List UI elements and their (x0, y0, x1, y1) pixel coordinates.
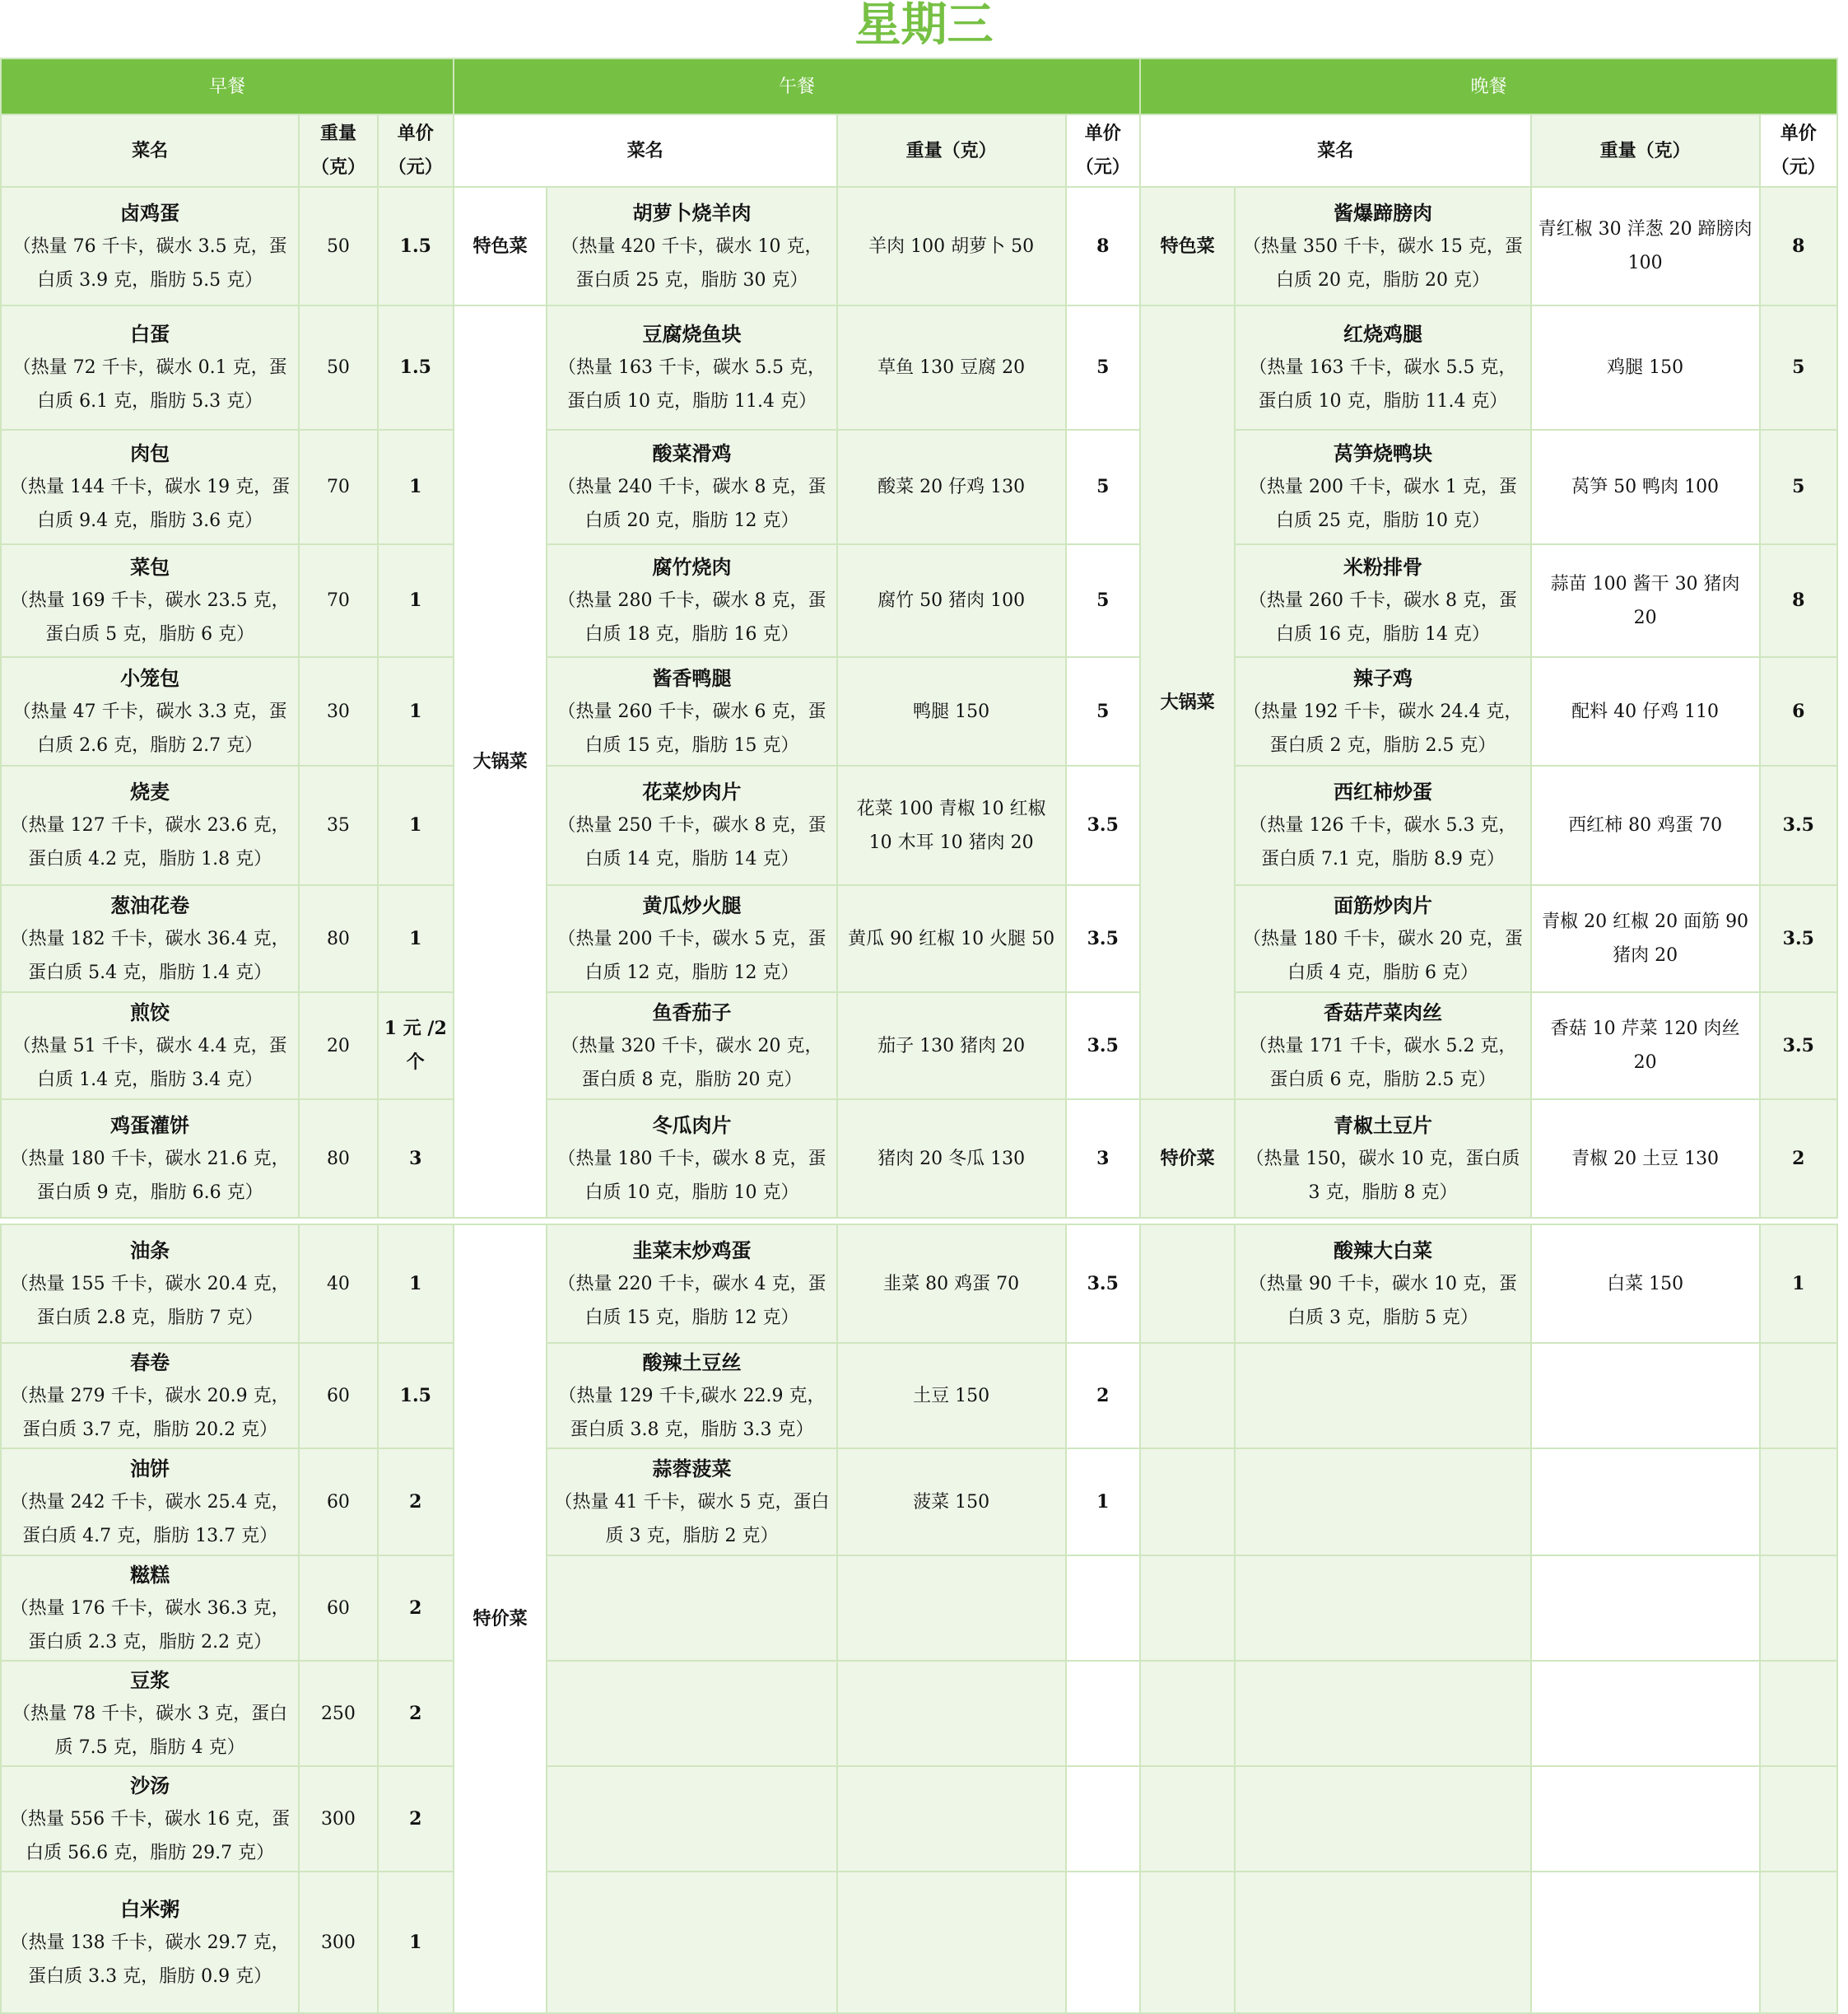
breakfast-weight: 20 (299, 992, 377, 1099)
section-divider (1, 1218, 1837, 1224)
dish-nutrition: （热量 350 千卡，碳水 15 克，蛋白质 20 克，脂肪 20 克） (1242, 235, 1523, 291)
lunch-dish (547, 1224, 836, 1343)
dish-name: 糍糕 (130, 1562, 170, 1587)
col-price: 单价（元） (1760, 114, 1837, 187)
dish-nutrition: （热量 180 千卡，碳水 8 克，蛋白质 10 克，脂肪 10 克） (557, 1148, 826, 1203)
dish-name: 面筋炒肉片 (1333, 893, 1432, 917)
breakfast-weight: 60 (299, 1448, 377, 1555)
empty-cell (837, 1872, 1066, 2013)
col-name: 菜名 (1, 114, 299, 187)
breakfast-weight: 50 (299, 305, 377, 430)
lunch-price: 5 (1066, 544, 1140, 657)
empty-cell (547, 1555, 836, 1661)
table-row (1, 885, 1837, 992)
breakfast-weight: 80 (299, 1099, 377, 1218)
dish-nutrition: （热量 78 千卡，碳水 3 克，蛋白质 7.5 克，脂肪 4 克） (12, 1703, 288, 1758)
dinner-weight: 鸡腿 150 (1531, 305, 1760, 430)
dish-nutrition: （热量 163 千卡，碳水 5.5 克，蛋白质 10 克，脂肪 11.4 克） (1249, 357, 1517, 412)
dish-name: 油条 (130, 1238, 170, 1262)
dinner-price: 5 (1760, 305, 1837, 430)
empty-cell (1760, 1343, 1837, 1448)
dish-nutrition: （热量 556 千卡，碳水 16 克，蛋白质 56.6 克，脂肪 29.7 克） (10, 1808, 291, 1863)
lunch-weight: 花菜 100 青椒 10 红椒 10 木耳 10 猪肉 20 (837, 766, 1066, 885)
dish-name: 菜包 (130, 555, 170, 579)
dish-name: 酱香鸭腿 (652, 665, 732, 690)
lunch-price: 1 (1066, 1448, 1140, 1555)
breakfast-weight: 60 (299, 1555, 377, 1661)
dinner-dish (1235, 657, 1530, 766)
lunch-price: 3.5 (1066, 766, 1140, 885)
dinner-price: 8 (1760, 187, 1837, 305)
dish-nutrition: （热量 169 千卡，碳水 23.5 克，蛋白质 5 克，脂肪 6 克） (10, 590, 290, 645)
lunch-price: 3.5 (1066, 992, 1140, 1099)
lunch-price: 3.5 (1066, 1224, 1140, 1343)
lunch-weight: 草鱼 130 豆腐 20 (837, 305, 1066, 430)
dish-nutrition: （热量 127 千卡，碳水 23.6 克，蛋白质 4.2 克，脂肪 1.8 克） (10, 815, 290, 869)
dish-name: 烧麦 (130, 780, 170, 804)
empty-cell (1140, 1224, 1235, 1343)
lunch-dish (547, 1343, 836, 1448)
breakfast-dish (1, 1555, 299, 1661)
dinner-dish (1235, 305, 1530, 430)
breakfast-price: 2 (378, 1766, 454, 1872)
dish-name: 卤鸡蛋 (120, 200, 180, 225)
lunch-price: 3.5 (1066, 885, 1140, 992)
dish-name: 红烧鸡腿 (1343, 322, 1422, 346)
empty-cell (1140, 1343, 1235, 1448)
dinner-weight: 西红柿 80 鸡蛋 70 (1531, 766, 1760, 885)
breakfast-weight: 40 (299, 1224, 377, 1343)
lunch-price: 5 (1066, 657, 1140, 766)
dinner-price: 2 (1760, 1099, 1837, 1218)
dinner-weight: 莴笋 50 鸭肉 100 (1531, 430, 1760, 544)
empty-cell (1531, 1661, 1760, 1766)
dish-nutrition: （热量 192 千卡，碳水 24.4 克，蛋白质 2 克，脂肪 2.5 克） (1243, 701, 1523, 756)
dish-nutrition: （热量 180 千卡，碳水 20 克，蛋白质 4 克，脂肪 6 克） (1242, 928, 1523, 983)
breakfast-dish (1, 885, 299, 992)
dish-name: 煎饺 (130, 1000, 170, 1024)
empty-cell (1066, 1872, 1140, 2013)
dish-nutrition: （热量 129 千卡,碳水 22.9 克，蛋白质 3.8 克，脂肪 3.3 克） (558, 1385, 826, 1440)
lunch-dish (547, 992, 836, 1099)
empty-cell (1140, 1555, 1235, 1661)
dish-nutrition: （热量 200 千卡，碳水 1 克，蛋白质 25 克，脂肪 10 克） (1248, 477, 1517, 531)
lunch-dish (547, 305, 836, 430)
lunch-category-special: 特色菜 (454, 187, 547, 305)
table-row (1, 766, 1837, 885)
dish-name: 酸辣土豆丝 (642, 1350, 742, 1374)
dish-nutrition: （热量 320 千卡，碳水 20 克，蛋白质 8 克，脂肪 20 克） (561, 1035, 823, 1090)
dish-nutrition: （热量 171 千卡，碳水 5.2 克，蛋白质 6 克，脂肪 2.5 克） (1249, 1035, 1517, 1090)
breakfast-dish (1, 1872, 299, 2013)
table-row (1, 1661, 1837, 1766)
empty-cell (837, 1555, 1066, 1661)
breakfast-price: 1 (378, 1224, 454, 1343)
table-row (1, 1872, 1837, 2013)
table-row (1, 657, 1837, 766)
dinner-weight: 青椒 20 土豆 130 (1531, 1099, 1760, 1218)
dish-name: 油饼 (130, 1456, 170, 1480)
dish-nutrition: （热量 242 千卡，碳水 25.4 克，蛋白质 4.7 克，脂肪 13.7 克） (10, 1491, 290, 1546)
breakfast-weight: 60 (299, 1343, 377, 1448)
empty-cell (837, 1766, 1066, 1872)
dish-name: 酸菜滑鸡 (652, 441, 732, 465)
dinner-dish (1235, 885, 1530, 992)
dish-nutrition: （热量 200 千卡，碳水 5 克，蛋白质 12 克，脂肪 12 克） (557, 928, 826, 983)
lunch-price: 5 (1066, 305, 1140, 430)
lunch-dish (547, 544, 836, 657)
lunch-dish (547, 1448, 836, 1555)
breakfast-weight: 30 (299, 657, 377, 766)
breakfast-weight: 300 (299, 1872, 377, 2013)
table-row (1, 1766, 1837, 1872)
dish-name: 黄瓜炒火腿 (642, 893, 742, 917)
empty-cell (837, 1661, 1066, 1766)
dish-nutrition: （热量 240 千卡，碳水 8 克，蛋白质 20 克，脂肪 12 克） (557, 477, 826, 531)
empty-cell (1140, 1448, 1235, 1555)
breakfast-price: 1.5 (378, 187, 454, 305)
dinner-dish (1235, 1224, 1530, 1343)
breakfast-price: 3 (378, 1099, 454, 1218)
dish-name: 白蛋 (130, 322, 170, 346)
lunch-price: 3 (1066, 1099, 1140, 1218)
dinner-weight: 白菜 150 (1531, 1224, 1760, 1343)
empty-cell (1760, 1766, 1837, 1872)
lunch-weight: 羊肉 100 胡萝卜 50 (837, 187, 1066, 305)
lunch-weight: 茄子 130 猪肉 20 (837, 992, 1066, 1099)
dish-nutrition: （热量 150，碳水 10 克，蛋白质 3 克，脂肪 8 克） (1245, 1148, 1520, 1203)
breakfast-price: 1 元 /2 个 (378, 992, 454, 1099)
dinner-price: 3.5 (1760, 766, 1837, 885)
dinner-price: 6 (1760, 657, 1837, 766)
dinner-weight: 青椒 20 红椒 20 面筋 90 猪肉 20 (1531, 885, 1760, 992)
empty-cell (1140, 1872, 1235, 2013)
table-row (1, 544, 1837, 657)
breakfast-weight: 35 (299, 766, 377, 885)
col-weight: 重量（克） (299, 114, 377, 187)
dish-nutrition: （热量 163 千卡，碳水 5.5 克，蛋白质 10 克，脂肪 11.4 克） (558, 357, 826, 412)
dinner-weight: 配料 40 仔鸡 110 (1531, 657, 1760, 766)
menu-table (0, 58, 1838, 2014)
breakfast-price: 1.5 (378, 305, 454, 430)
breakfast-dish (1, 992, 299, 1099)
dinner-dish (1235, 766, 1530, 885)
lunch-dish (547, 657, 836, 766)
breakfast-dish (1, 657, 299, 766)
dinner-price: 1 (1760, 1224, 1837, 1343)
lunch-price: 8 (1066, 187, 1140, 305)
empty-cell (1531, 1872, 1760, 2013)
table-row (1, 1224, 1837, 1343)
dinner-dish (1235, 187, 1530, 305)
empty-cell (1760, 1555, 1837, 1661)
breakfast-price: 1 (378, 885, 454, 992)
breakfast-dish (1, 1661, 299, 1766)
empty-cell (1531, 1448, 1760, 1555)
dish-name: 辣子鸡 (1352, 665, 1413, 690)
dish-name: 西红柿炒蛋 (1333, 780, 1432, 804)
empty-cell (1235, 1661, 1530, 1766)
breakfast-dish (1, 305, 299, 430)
dinner-dish (1235, 1099, 1530, 1218)
dish-name: 鱼香茄子 (652, 1000, 732, 1024)
table-row (1, 1555, 1837, 1661)
dish-name: 香菇芹菜肉丝 (1323, 1000, 1442, 1024)
dish-nutrition: （热量 182 千卡，碳水 36.4 克，蛋白质 5.4 克，脂肪 1.4 克） (10, 928, 290, 983)
breakfast-dish (1, 430, 299, 544)
breakfast-weight: 250 (299, 1661, 377, 1766)
empty-cell (1140, 1661, 1235, 1766)
col-name: 菜名 (1140, 114, 1531, 187)
table-row (1, 1099, 1837, 1218)
lunch-weight: 菠菜 150 (837, 1448, 1066, 1555)
empty-cell (1760, 1872, 1837, 2013)
dish-name: 韭菜末炒鸡蛋 (632, 1238, 752, 1262)
dish-nutrition: （热量 280 千卡，碳水 8 克，蛋白质 18 克，脂肪 16 克） (557, 590, 826, 645)
table-row (1, 430, 1837, 544)
breakfast-price: 2 (378, 1555, 454, 1661)
dish-name: 小笼包 (120, 665, 180, 690)
lunch-dish (547, 430, 836, 544)
breakfast-weight: 300 (299, 1766, 377, 1872)
breakfast-dish (1, 766, 299, 885)
empty-cell (1235, 1766, 1530, 1872)
breakfast-header: 早餐 (1, 58, 454, 114)
dish-nutrition: （热量 138 千卡，碳水 29.7 克，蛋白质 3.3 克，脂肪 0.9 克） (10, 1932, 290, 1987)
dish-nutrition: （热量 420 千卡，碳水 10 克，蛋白质 25 克，脂肪 30 克） (561, 235, 823, 291)
breakfast-price: 2 (378, 1661, 454, 1766)
lunch-price: 5 (1066, 430, 1140, 544)
breakfast-price: 1 (378, 430, 454, 544)
breakfast-price: 1 (378, 544, 454, 657)
lunch-weight: 韭菜 80 鸡蛋 70 (837, 1224, 1066, 1343)
col-weight: 重量（克） (837, 114, 1066, 187)
dish-name: 豆腐烧鱼块 (642, 322, 742, 346)
col-weight: 重量（克） (1531, 114, 1760, 187)
dinner-header: 晚餐 (1140, 58, 1837, 114)
col-price: 单价（元） (378, 114, 454, 187)
empty-cell (1235, 1555, 1530, 1661)
dinner-category-special: 特色菜 (1140, 187, 1235, 305)
empty-cell (1760, 1661, 1837, 1766)
breakfast-dish (1, 1766, 299, 1872)
dish-nutrition: （热量 144 千卡，碳水 19 克，蛋白质 9.4 克，脂肪 3.6 克） (10, 477, 291, 531)
table-row (1, 1448, 1837, 1555)
dinner-dish (1235, 430, 1530, 544)
dish-name: 肉包 (130, 441, 170, 465)
table-row (1, 305, 1837, 430)
breakfast-price: 2 (378, 1448, 454, 1555)
dish-nutrition: （热量 72 千卡，碳水 0.1 克，蛋白质 6.1 克，脂肪 5.3 克） (12, 357, 287, 412)
lunch-weight: 猪肉 20 冬瓜 130 (837, 1099, 1066, 1218)
breakfast-dish (1, 187, 299, 305)
dish-name: 蒜蓉菠菜 (652, 1456, 732, 1480)
dish-nutrition: （热量 47 千卡，碳水 3.3 克，蛋白质 2.6 克，脂肪 2.7 克） (12, 701, 287, 756)
empty-cell (547, 1872, 836, 2013)
breakfast-weight: 70 (299, 544, 377, 657)
dinner-price: 5 (1760, 430, 1837, 544)
dish-name: 胡萝卜烧羊肉 (632, 200, 752, 225)
lunch-weight: 鸭腿 150 (837, 657, 1066, 766)
lunch-weight: 黄瓜 90 红椒 10 火腿 50 (837, 885, 1066, 992)
breakfast-weight: 80 (299, 885, 377, 992)
dinner-weight: 青红椒 30 洋葱 20 蹄膀肉 100 (1531, 187, 1760, 305)
breakfast-price: 1.5 (378, 1343, 454, 1448)
breakfast-dish (1, 544, 299, 657)
empty-cell (547, 1661, 836, 1766)
dish-name: 冬瓜肉片 (652, 1112, 732, 1137)
empty-cell (1066, 1661, 1140, 1766)
dish-nutrition: （热量 250 千卡，碳水 8 克，蛋白质 14 克，脂肪 14 克） (557, 815, 826, 869)
dinner-dish (1235, 544, 1530, 657)
breakfast-weight: 50 (299, 187, 377, 305)
dish-name: 腐竹烧肉 (652, 555, 732, 579)
empty-cell (1235, 1448, 1530, 1555)
dish-name: 豆浆 (130, 1667, 170, 1692)
table-row (1, 1343, 1837, 1448)
empty-cell (1531, 1766, 1760, 1872)
breakfast-dish (1, 1224, 299, 1343)
lunch-category-pot: 大锅菜 (454, 305, 547, 1218)
breakfast-weight: 70 (299, 430, 377, 544)
empty-cell (547, 1766, 836, 1872)
dish-name: 莴笋烧鸭块 (1333, 441, 1432, 465)
dish-nutrition: （热量 90 千卡，碳水 10 克，蛋白质 3 克，脂肪 5 克） (1248, 1273, 1517, 1328)
empty-cell (1760, 1448, 1837, 1555)
dish-nutrition: （热量 260 千卡，碳水 6 克，蛋白质 15 克，脂肪 15 克） (557, 701, 826, 756)
dinner-weight: 蒜苗 100 酱干 30 猪肉 20 (1531, 544, 1760, 657)
lunch-weight: 酸菜 20 仔鸡 130 (837, 430, 1066, 544)
lunch-dish (547, 766, 836, 885)
empty-cell (1235, 1343, 1530, 1448)
lunch-dish (547, 187, 836, 305)
breakfast-dish (1, 1099, 299, 1218)
dish-name: 酸辣大白菜 (1333, 1238, 1432, 1262)
dish-nutrition: （热量 51 千卡，碳水 4.4 克，蛋白质 1.4 克，脂肪 3.4 克） (12, 1035, 287, 1090)
dish-nutrition: （热量 41 千卡，碳水 5 克，蛋白质 3 克，脂肪 2 克） (554, 1491, 830, 1546)
lunch-dish (547, 885, 836, 992)
dish-nutrition: （热量 76 千卡，碳水 3.5 克，蛋白质 3.9 克，脂肪 5.5 克） (12, 235, 287, 291)
breakfast-dish (1, 1448, 299, 1555)
dish-nutrition: （热量 126 千卡，碳水 5.3 克，蛋白质 7.1 克，脂肪 8.9 克） (1249, 815, 1517, 869)
empty-cell (1066, 1555, 1140, 1661)
empty-cell (1531, 1343, 1760, 1448)
dish-name: 沙汤 (130, 1773, 170, 1797)
breakfast-price: 1 (378, 766, 454, 885)
dish-name: 酱爆蹄膀肉 (1333, 200, 1432, 225)
empty-cell (1531, 1555, 1760, 1661)
lunch-weight: 腐竹 50 猪肉 100 (837, 544, 1066, 657)
breakfast-price: 1 (378, 1872, 454, 2013)
dish-name: 葱油花卷 (110, 893, 190, 917)
dish-nutrition: （热量 155 千卡，碳水 20.4 克，蛋白质 2.8 克，脂肪 7 克） (10, 1273, 290, 1328)
lunch-price: 2 (1066, 1343, 1140, 1448)
empty-cell (1140, 1766, 1235, 1872)
dish-nutrition: （热量 176 千卡，碳水 36.3 克，蛋白质 2.3 克，脂肪 2.2 克） (10, 1597, 290, 1653)
dinner-category-value: 特价菜 (1140, 1099, 1235, 1218)
dish-name: 白米粥 (120, 1896, 180, 1921)
dinner-price: 8 (1760, 544, 1837, 657)
dish-nutrition: （热量 260 千卡，碳水 8 克，蛋白质 16 克，脂肪 14 克） (1248, 590, 1517, 645)
lunch-category-value: 特价菜 (454, 1224, 547, 2013)
dinner-category-pot: 大锅菜 (1140, 305, 1235, 1099)
dinner-price: 3.5 (1760, 885, 1837, 992)
dinner-price: 3.5 (1760, 992, 1837, 1099)
dish-name: 鸡蛋灌饼 (110, 1112, 190, 1137)
empty-cell (1235, 1872, 1530, 2013)
page-title: 星期三 (854, 0, 994, 52)
dish-name: 花菜炒肉片 (642, 780, 742, 804)
empty-cell (1066, 1766, 1140, 1872)
table-row (1, 992, 1837, 1099)
dinner-dish (1235, 992, 1530, 1099)
lunch-dish (547, 1099, 836, 1218)
dish-name: 青椒土豆片 (1333, 1112, 1432, 1137)
breakfast-dish (1, 1343, 299, 1448)
dish-nutrition: （热量 180 千卡，碳水 21.6 克，蛋白质 9 克，脂肪 6.6 克） (10, 1148, 290, 1203)
dish-nutrition: （热量 279 千卡，碳水 20.9 克，蛋白质 3.7 克，脂肪 20.2 克） (10, 1385, 290, 1440)
breakfast-price: 1 (378, 657, 454, 766)
table-row (1, 187, 1837, 305)
dish-name: 米粉排骨 (1343, 555, 1422, 579)
dish-name: 春卷 (130, 1350, 170, 1374)
col-price: 单价（元） (1066, 114, 1140, 187)
lunch-weight: 土豆 150 (837, 1343, 1066, 1448)
col-name: 菜名 (454, 114, 837, 187)
lunch-header: 午餐 (454, 58, 1140, 114)
dish-nutrition: （热量 220 千卡，碳水 4 克，蛋白质 15 克，脂肪 12 克） (557, 1273, 826, 1328)
dinner-weight: 香菇 10 芹菜 120 肉丝 20 (1531, 992, 1760, 1099)
